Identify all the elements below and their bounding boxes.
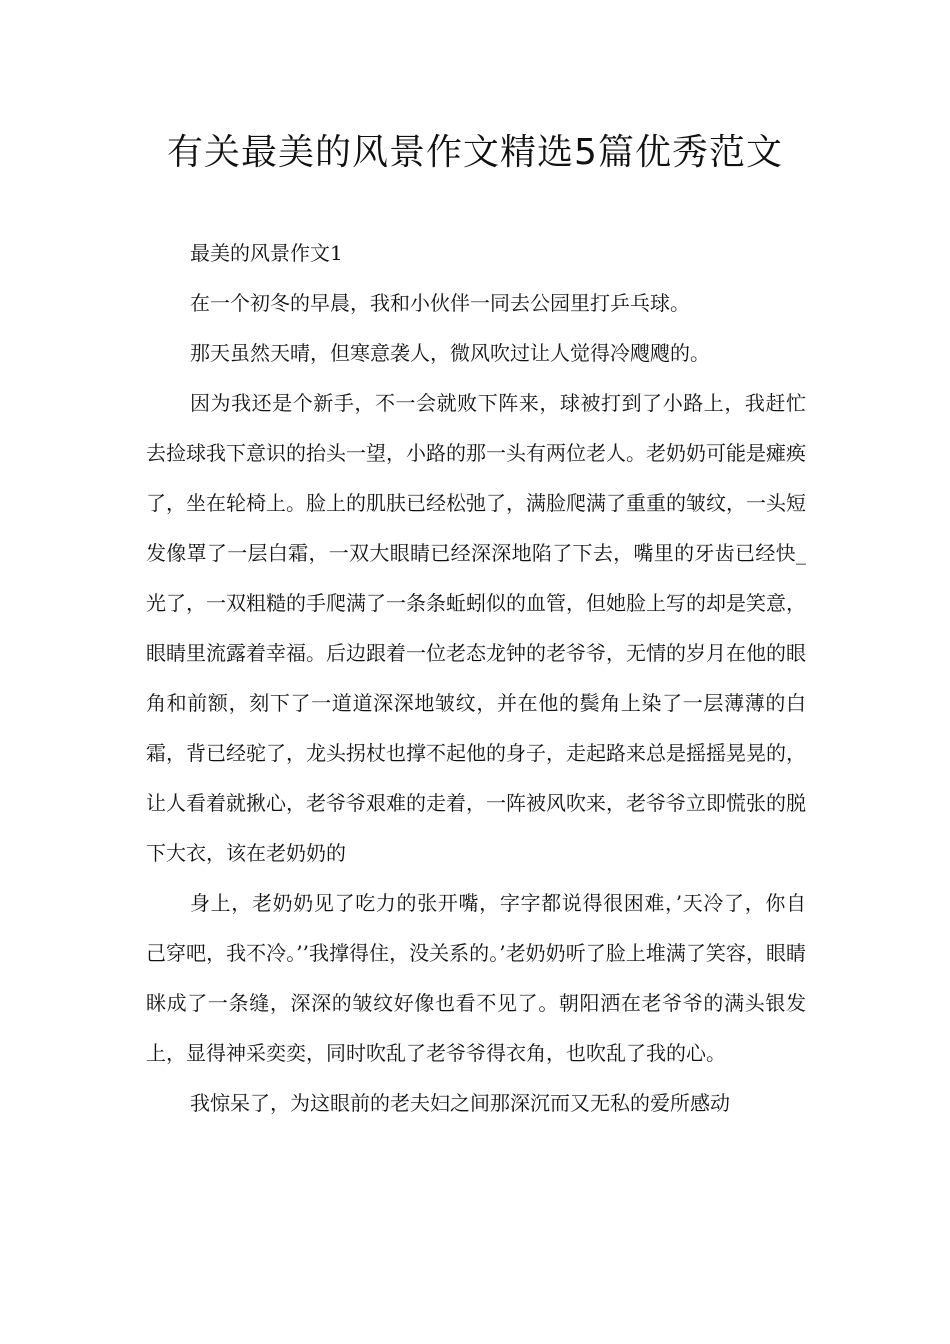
paragraph: 我惊呆了，为这眼前的老夫妇之间那深沉而又无私的爱所感动 bbox=[190, 1091, 730, 1115]
paragraph: 身上，老奶奶见了吃力的张开嘴，字字都说得很困难，’天冷了，你自己穿吧，我不冷。’’我撑得住，没关系的。’老奶奶听了脸上堆满了笑容，眼睛眯成了一条缝，深深的皱纹好像也看不见了。朝阳洒在老爷爷的满头银发上，显得神采奕奕，同时吹乱了老爷爷得衣角，也吹乱了我的心。 bbox=[146, 891, 806, 1065]
document-body bbox=[146, 228, 806, 1128]
document-title: 有关最美的风景作文精选5篇优秀范文 bbox=[167, 132, 783, 173]
paragraph: 那天虽然天晴，但寒意袭人，微风吹过让人觉得冷飕飕的。 bbox=[190, 341, 710, 365]
paragraph: 在一个初冬的早晨，我和小伙伴一同去公园里打乒乓球。 bbox=[190, 291, 690, 315]
paragraph: 因为我还是个新手，不一会就败下阵来，球被打到了小路上，我赶忙去捡球我下意识的抬头一望，小路的那一头有两位老人。老奶奶可能是瘫痪了，坐在轮椅上。脸上的肌肤已经松弛了，满脸爬满了重重的皱纹，一头短发像罩了一层白霜，一双大眼睛已经深深地陷了下去，嘴里的牙齿已经快_光了，一双粗糙的手爬满了一条条蚯蚓似的血管，但她脸上写的却是笑意，眼睛里流露着幸福。后边跟着一位老态龙钟的老爷爷，无情的岁月在他的眼角和前额，刻下了一道道深深地皱纹，并在他的鬓角上染了一层薄薄的白霜，背已经驼了，龙头拐杖也撑不起他的身子，走起路来总是摇摇晃晃的，让人看着就揪心，老爷爷艰难的走着，一阵被风吹来，老爷爷立即慌张的脱下大衣，该在老奶奶的 bbox=[146, 391, 806, 865]
section-heading: 最美的风景作文1 bbox=[190, 241, 343, 265]
